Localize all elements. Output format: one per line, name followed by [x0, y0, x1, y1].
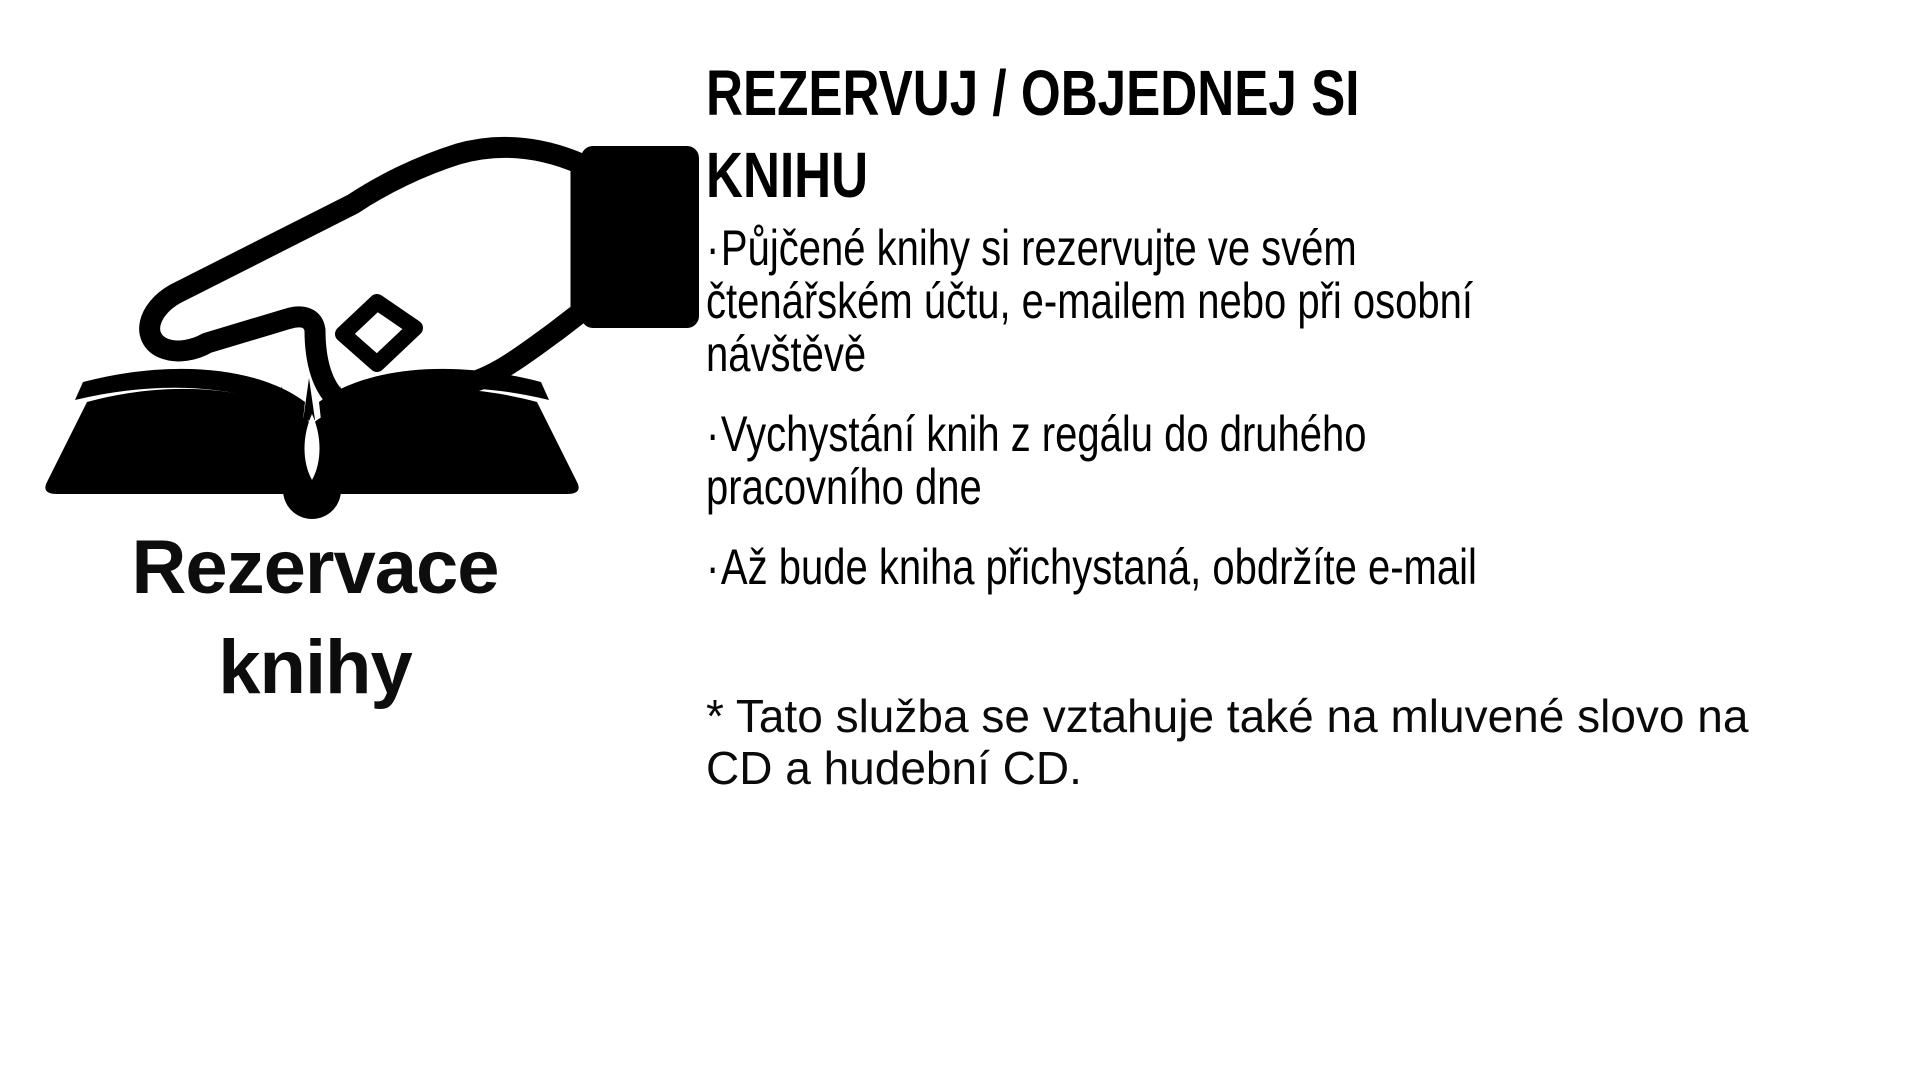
bullet-text: Až bude kniha přichystaná, obdržíte e-mail — [720, 539, 1477, 595]
section-heading-line2: KNIHU — [706, 139, 869, 211]
bullet-text: Vychystání knih z regálu do druhého pracovního dne — [706, 406, 1367, 515]
bullet-item — [706, 541, 1554, 594]
icon-caption-line2: knihy — [218, 625, 412, 710]
book-reservation-pictogram — [25, 90, 705, 530]
bullet-item — [706, 408, 1554, 514]
bullet-item — [706, 222, 1554, 381]
bullet-marker: · — [706, 406, 720, 462]
open-book-icon — [45, 369, 578, 519]
sleeve-cuff-shape — [581, 146, 699, 328]
bullet-list — [706, 222, 1554, 621]
right-panel — [706, 0, 1920, 1080]
section-heading — [706, 52, 1506, 216]
footnote: * Tato služba se vztahuje také na mluvené slovo na CD a hudební CD. — [706, 690, 1749, 794]
icon-caption-line1: Rezervace — [131, 525, 499, 610]
bullet-marker: · — [706, 539, 720, 595]
bullet-text: Půjčené knihy si rezervujte ve svém čtenářském účtu, e-mailem nebo při osobní návštěvě — [706, 220, 1474, 382]
section-heading-line1: REZERVUJ / OBJEDNEJ SI — [706, 57, 1360, 129]
icon-caption — [25, 518, 605, 718]
left-panel — [25, 0, 605, 1080]
hand-pointing-over-open-book-icon — [25, 90, 705, 530]
bullet-marker: · — [706, 220, 720, 276]
